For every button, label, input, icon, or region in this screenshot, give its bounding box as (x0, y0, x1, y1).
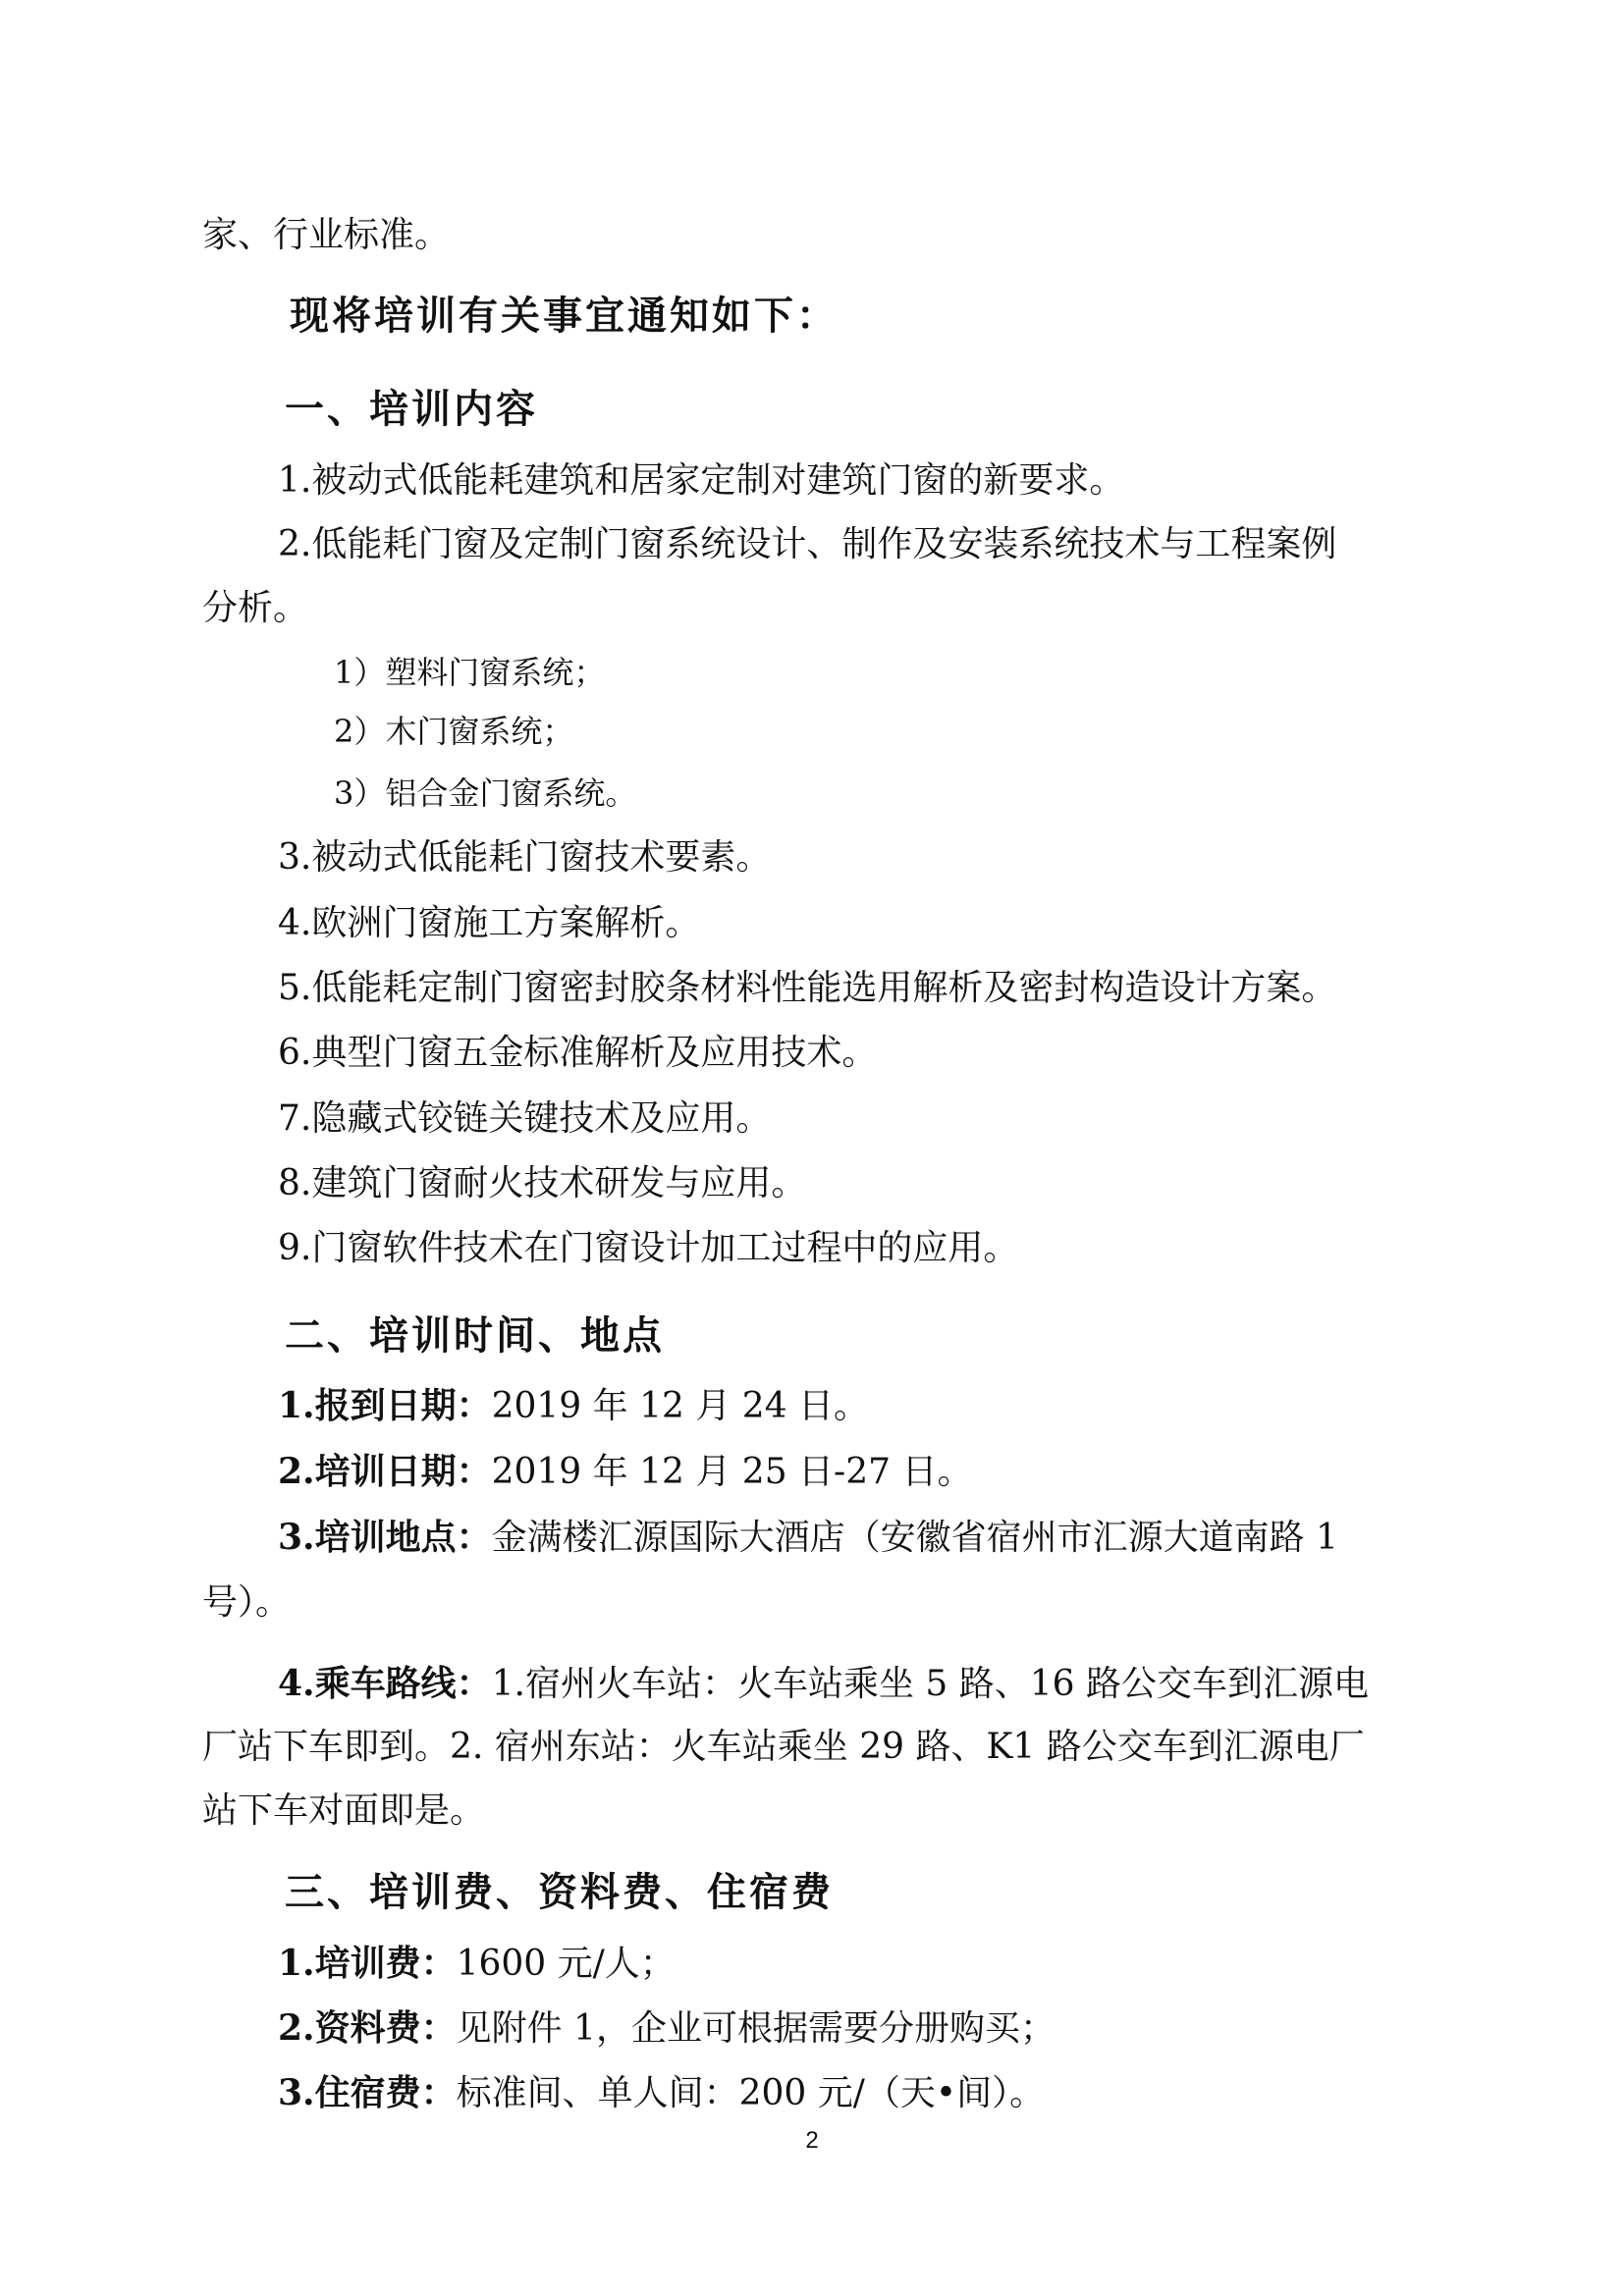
text-line: 号）。 (202, 1582, 292, 1623)
detail-line (0, 2006, 1624, 2051)
notice-intro: 现将培训有关事宜通知如下： (290, 293, 839, 339)
detail-value: 2019 年 12 月 24 日。 (491, 1386, 870, 1426)
list-item: 2.低能耗门窗及定制门窗系统设计、制作及安装系统技术与工程案例 (278, 524, 1337, 564)
detail-line (0, 1516, 1624, 1560)
detail-label: 2.资料费： (278, 2007, 457, 2049)
page-number: 2 (805, 2127, 819, 2154)
detail-value: 标准间、单人间：200 元/（天•间）。 (456, 2073, 1046, 2113)
section-heading-1: 一、培训内容 (285, 386, 538, 432)
sub-list-item: 2）木门窗系统； (334, 713, 574, 750)
sub-list-item: 3）铝合金门窗系统。 (334, 774, 637, 812)
list-item: 9.门窗软件技术在门窗设计加工过程中的应用。 (278, 1228, 1019, 1268)
list-item: 3.被动式低能耗门窗技术要素。 (278, 837, 772, 878)
detail-line (0, 2071, 1624, 2115)
detail-value: 1600 元/人； (456, 1944, 676, 1984)
sub-list-item: 1）塑料门窗系统； (334, 654, 606, 691)
list-item: 1.被动式低能耗建筑和居家定制对建筑门窗的新要求。 (278, 460, 1125, 501)
detail-line (0, 1662, 1624, 1706)
list-item: 8.建筑门窗耐火技术研发与应用。 (278, 1163, 807, 1203)
detail-label: 1.培训费： (278, 1943, 457, 1984)
detail-line (0, 1450, 1624, 1494)
list-item: 5.低能耗定制门窗密封胶条材料性能选用解析及密封构造设计方案。 (278, 968, 1337, 1008)
detail-value: 见附件 1，企业可根据需要分册购买； (456, 2008, 1056, 2049)
list-item: 7.隐藏式铰链关键技术及应用。 (278, 1098, 772, 1139)
list-item: 4.欧洲门窗施工方案解析。 (278, 903, 701, 943)
detail-label: 1.报到日期： (278, 1385, 492, 1426)
detail-line (0, 1942, 1624, 1986)
list-item: 6.典型门窗五金标准解析及应用技术。 (278, 1033, 878, 1073)
detail-label: 3.住宿费： (278, 2072, 457, 2113)
text-line: 家、行业标准。 (202, 215, 451, 255)
section-heading-2: 二、培训时间、地点 (285, 1312, 665, 1359)
section-heading-3: 三、培训费、资料费、住宿费 (285, 1869, 834, 1915)
detail-value: 金满楼汇源国际大酒店（安徽省宿州市汇源大道南路 1 (491, 1518, 1338, 1558)
detail-label: 3.培训地点： (278, 1517, 492, 1558)
text-line: 厂站下车即到。2. 宿州东站：火车站乘坐 29 路、K1 路公交车到汇源电厂 (202, 1727, 1365, 1767)
text-line: 站下车对面即是。 (202, 1790, 486, 1831)
detail-label: 4.乘车路线： (278, 1663, 492, 1704)
text-line: 分析。 (202, 588, 309, 628)
detail-value: 2019 年 12 月 25 日-27 日。 (491, 1452, 973, 1492)
detail-value: 1.宿州火车站：火车站乘坐 5 路、16 路公交车到汇源电 (491, 1664, 1369, 1704)
detail-line (0, 1384, 1624, 1428)
detail-label: 2.培训日期： (278, 1451, 492, 1492)
